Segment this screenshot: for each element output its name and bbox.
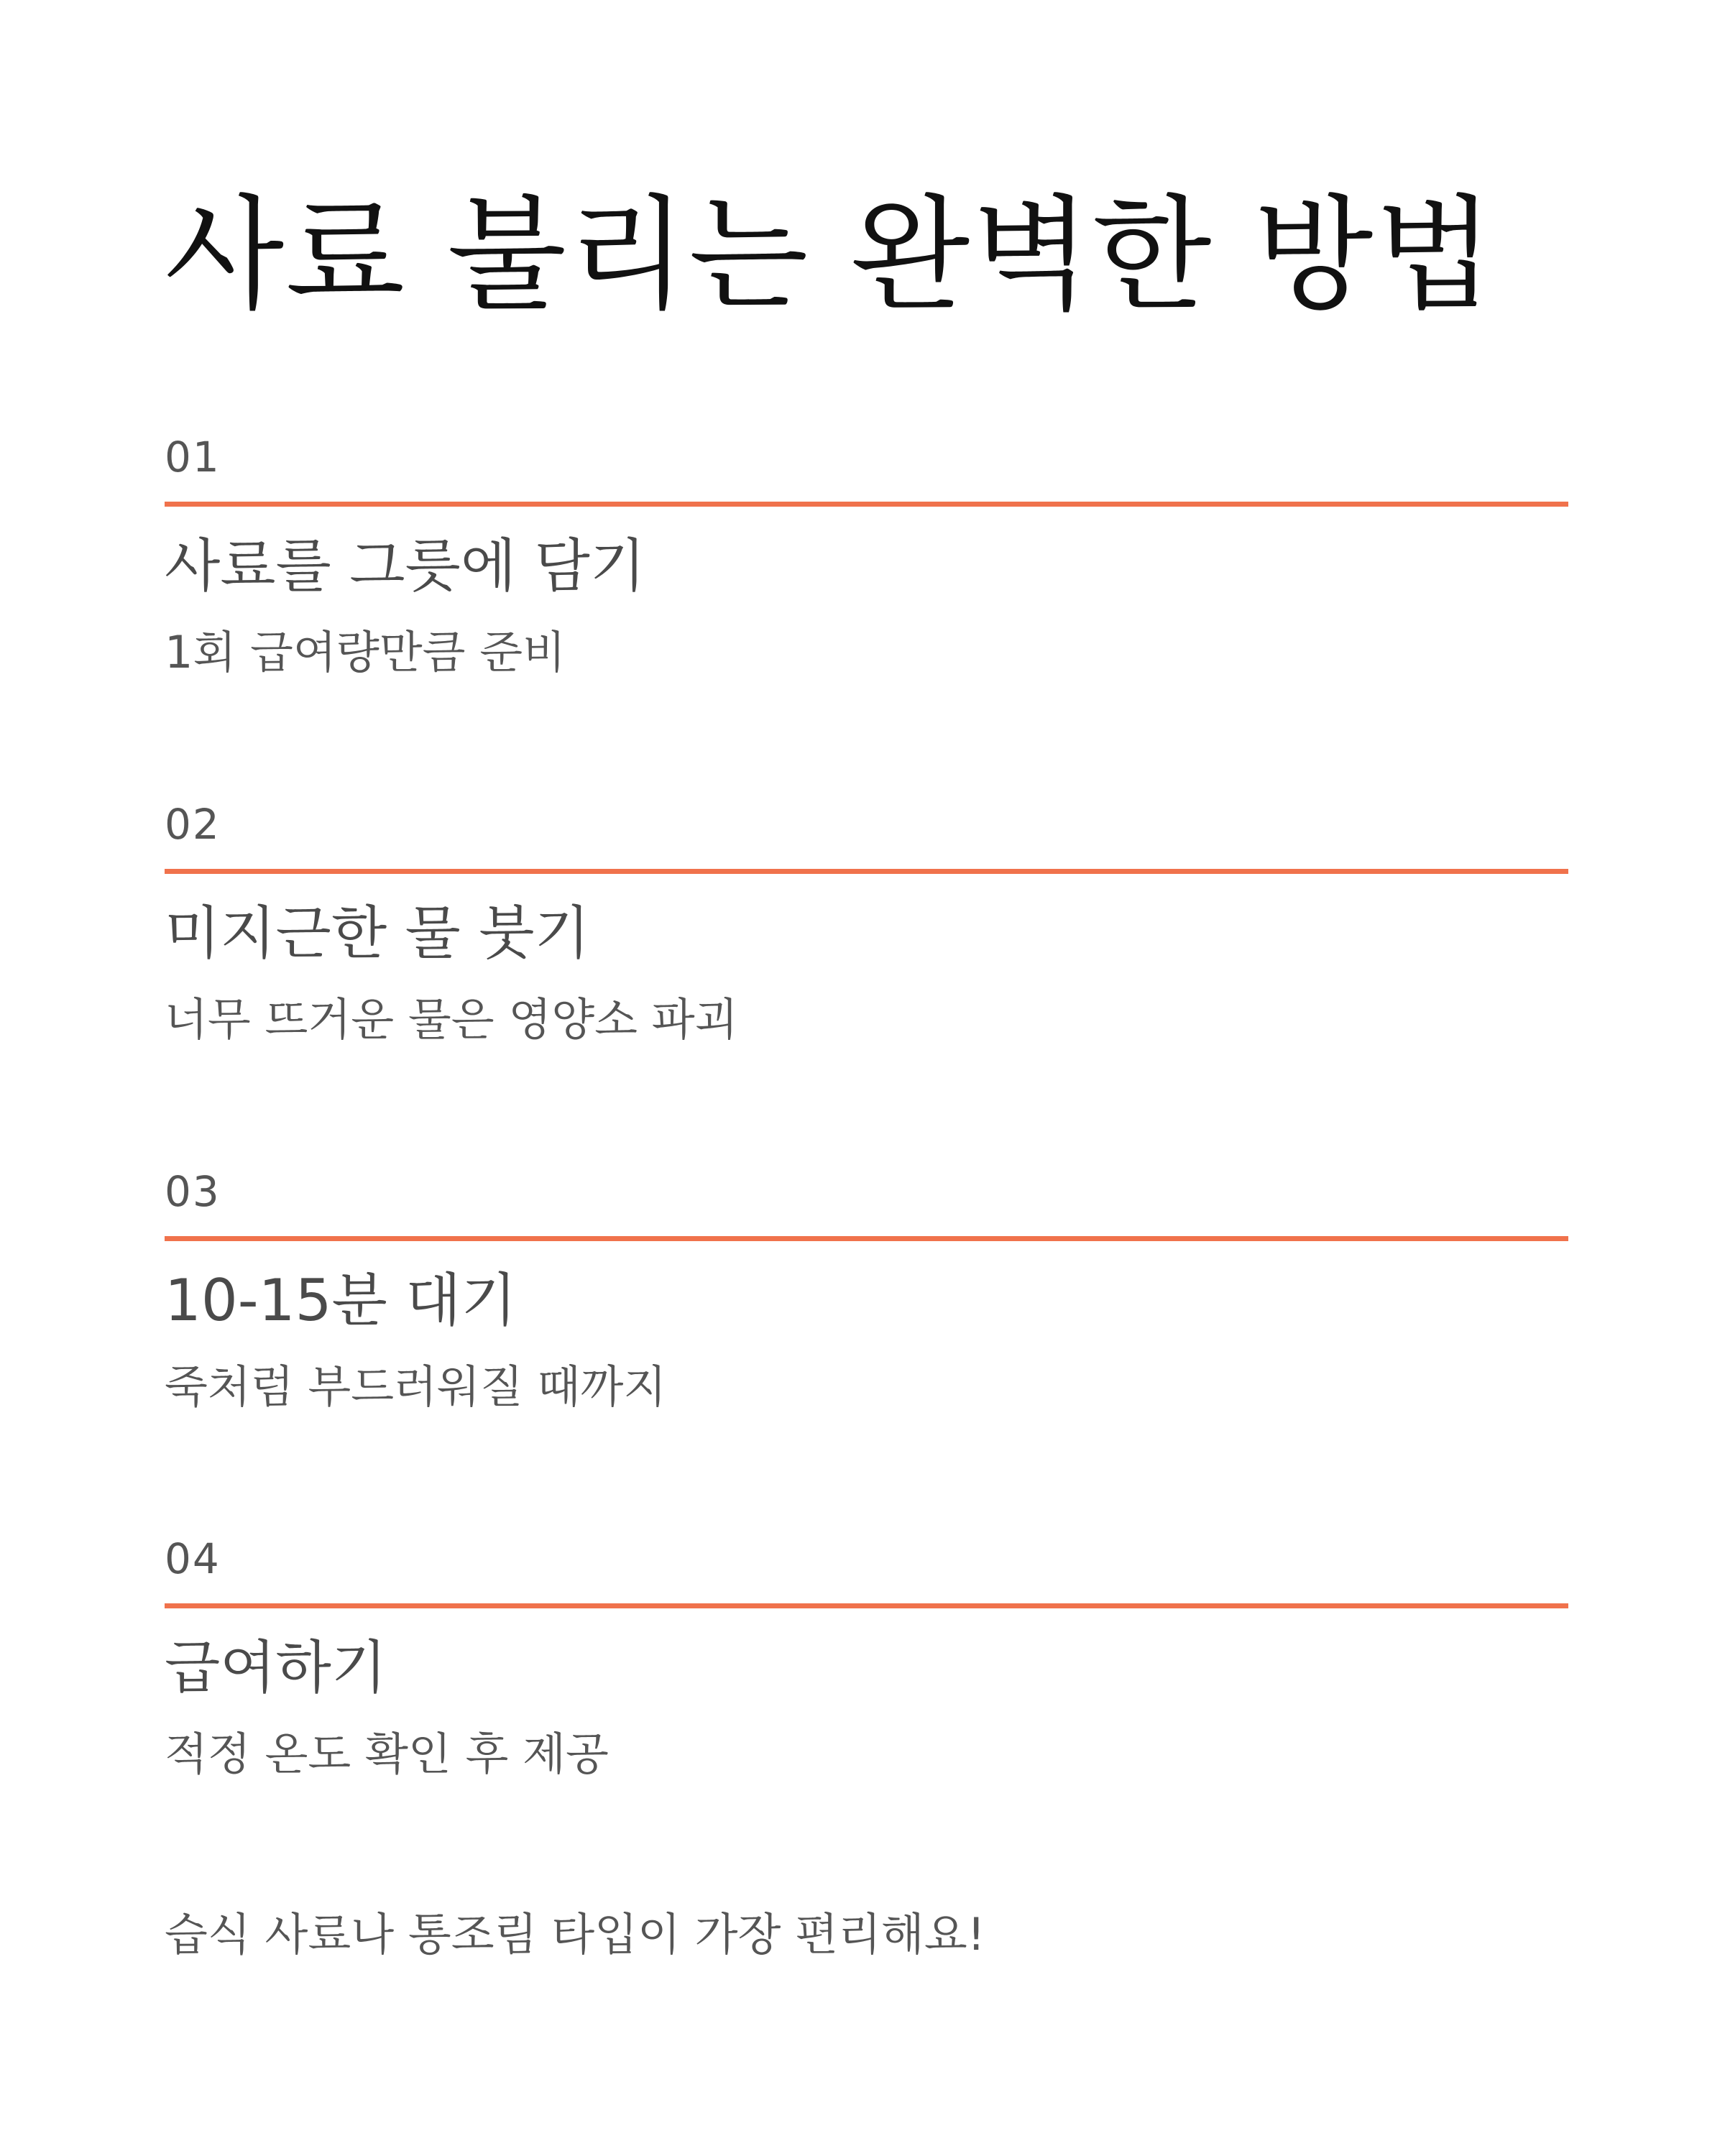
step-title: 10-15분 대기 [165, 1267, 517, 1334]
step-divider [165, 1603, 1568, 1608]
step-divider [165, 869, 1568, 874]
step-number: 01 [165, 433, 221, 482]
step-number: 04 [165, 1534, 221, 1583]
step-description: 너무 뜨거운 물은 영양소 파괴 [165, 993, 738, 1046]
step-1 [165, 431, 1568, 747]
step-divider [165, 502, 1568, 507]
step-title: 사료를 그릇에 담기 [165, 533, 646, 599]
step-description: 적정 온도 확인 후 제공 [165, 1728, 609, 1780]
step-description: 1회 급여량만큼 준비 [165, 626, 566, 678]
step-title: 미지근한 물 붓기 [165, 900, 590, 967]
step-2 [165, 798, 1568, 1115]
page-title: 사료 불리는 완벽한 방법 [165, 183, 1496, 327]
step-number: 03 [165, 1167, 221, 1216]
step-number: 02 [165, 800, 221, 849]
recipe-card [165, 0, 1568, 2156]
step-divider [165, 1236, 1568, 1241]
step-3 [165, 1166, 1568, 1482]
step-4 [165, 1533, 1568, 1849]
step-title: 급여하기 [165, 1634, 387, 1701]
footer-tip: 습식 사료나 통조림 타입이 가장 편리해요! [165, 1908, 985, 1961]
step-description: 죽처럼 부드러워질 때까지 [165, 1360, 667, 1413]
